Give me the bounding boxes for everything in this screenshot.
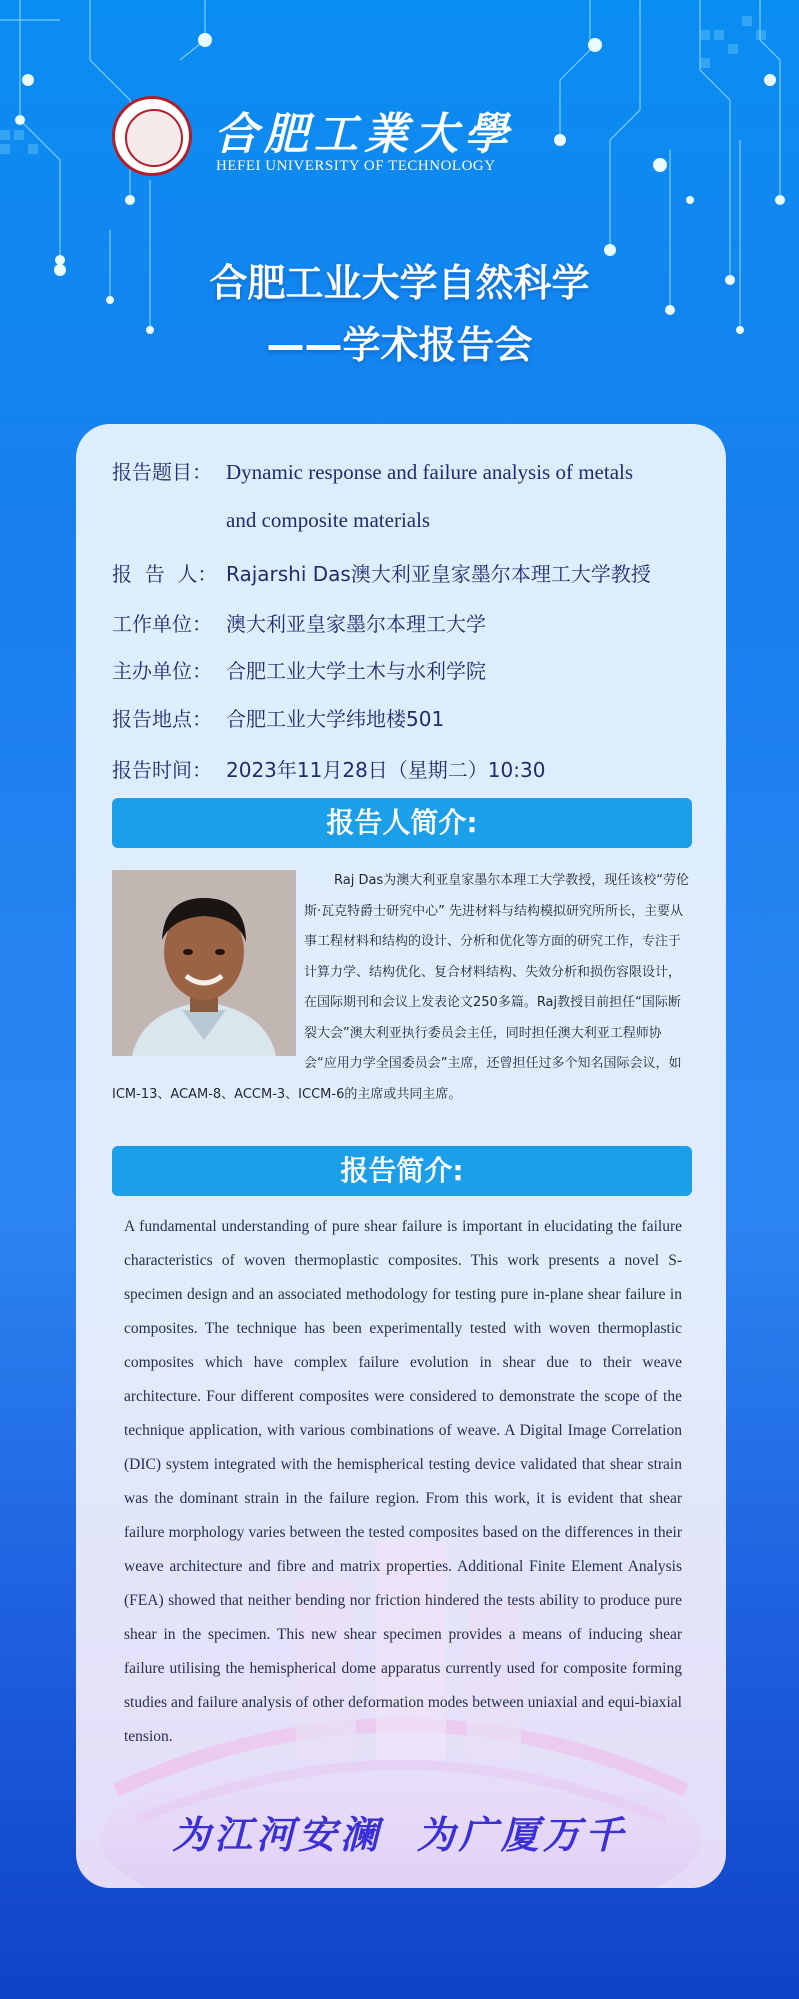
info-row-topic-cont (226, 508, 430, 533)
info-value: 澳大利亚皇家墨尔本理工大学 (226, 612, 486, 636)
info-row-speaker (112, 558, 651, 587)
slogan: 为江河安澜 为广厦万千 (172, 1812, 627, 1857)
info-value: 合肥工业大学纬地楼501 (226, 707, 445, 731)
info-label: 报 告 人： (112, 562, 218, 586)
info-label: 报告时间： (112, 758, 212, 782)
info-value: Dynamic response and failure analysis of metals (226, 460, 634, 484)
speaker-bio (112, 866, 692, 1110)
info-label: 主办单位： (112, 659, 212, 683)
info-label: 报告地点： (112, 707, 212, 731)
poster-title-line2: ——学术报告会 (266, 323, 533, 367)
info-row-organizer (112, 655, 486, 684)
university-name-en: HEFEI UNIVERSITY OF TECHNOLOGY (216, 158, 496, 174)
info-row-topic (112, 456, 633, 485)
university-name-cn: 合肥工業大學 (214, 109, 514, 160)
info-label: 报告题目： (112, 460, 212, 484)
info-value: 合肥工业大学土木与水利学院 (226, 659, 486, 683)
info-row-location (112, 703, 444, 732)
info-label: 工作单位： (112, 612, 212, 636)
info-row-affiliation (112, 608, 486, 637)
abstract-heading: 报告简介: (112, 1146, 692, 1196)
poster-title-line1: 合肥工业大学自然科学 (209, 261, 590, 305)
info-value: Rajarshi Das澳大利亚皇家墨尔本理工大学教授 (226, 562, 651, 586)
info-value: 2023年11月28日（星期二）10:30 (226, 758, 546, 782)
university-seal-logo (112, 96, 192, 176)
info-value: and composite materials (226, 508, 431, 532)
abstract-text: A fundamental understanding of pure shear failure is important in elucidating the failure characteristics of woven thermoplastic composites. This work presents a novel S-specimen design and an associated methodology for testing pure in-plane shear failure in composites. The technique has been experimentally tested with woven thermoplastic composites which have complex failure evolution in shear due to their weave architecture. Four different composites were considered to demonstrate the scope of the technique application, with various combinations of weave. A Digital Image Correlation (DIC) system integrated with the hemispherical testing device validated that shear strain was the dominant strain in the failure region. From this work, it is evident that shear failure morphology varies between the tested composites based on the differences in their weave architecture and fibre and matrix properties. Additional Finite Element Analysis (FEA) showed that neither bending nor friction hindered the tests ability to produce pure shear in the specimen. This new shear specimen provides a means of inducing shear failure utilising the hemispherical dome apparatus currently used for composite forming studies and failure analysis of other deformation modes between uniaxial and equi-biaxial tension. (124, 1218, 682, 1745)
info-row-time (112, 754, 545, 783)
speaker-intro-heading: 报告人简介: (112, 798, 692, 848)
speaker-bio-text: Raj Das为澳大利亚皇家墨尔本理工大学教授，现任该校“劳伦斯·瓦克特爵士研究中心” 先进材料与结构模拟研究所所长，主要从事工程材料和结构的设计、分析和优化等方面的研究工作，专注于计算力学、结构优化、复合材料结构、失效分析和损伤容限设计，在国际期刊和会议上发表论文250多篇。Raj教授目前担任“国际断裂大会”澳大利亚执行委员会主任，同时担任澳大利亚工程师协会“应用力学全国委员会”主席，还曾担任过多个知名国际会议，如ICM-13、ACAM-8、ACCM-3、ICCM-6的主席或共同主席。 (112, 873, 689, 1102)
